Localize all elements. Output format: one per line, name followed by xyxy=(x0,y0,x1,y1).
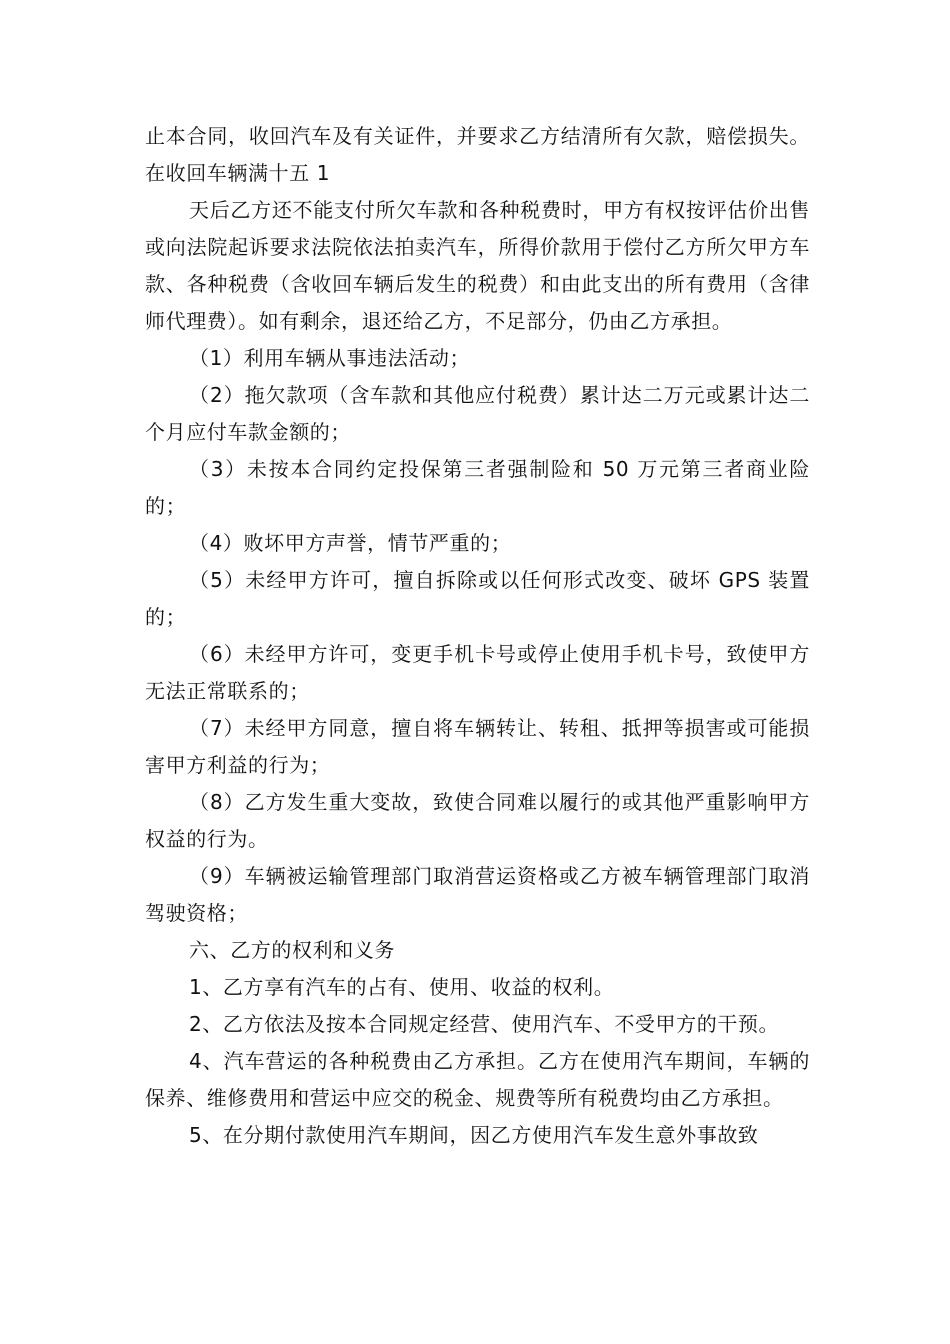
list-item-5: （5）未经甲方许可，擅自拆除或以任何形式改变、破坏 GPS 装置的； xyxy=(145,568,810,629)
section-heading-6: 六、乙方的权利和义务 xyxy=(189,938,395,962)
list-item-3: （3）未按本合同约定投保第三者强制险和 50 万元第三者商业险的； xyxy=(145,457,810,518)
paragraph-2: 天后乙方还不能支付所欠车款和各种税费时，甲方有权按评估价出售或向法院起诉要求法院依法拍卖汽车，所得价款用于偿付乙方所欠甲方车款、各种税费（含收回车辆后发生的税费）和由此支出的所有费用（含律师代理费）。如有剩余，退还给乙方，不足部分，仍由乙方承担。 xyxy=(145,198,810,333)
list-item-1: （1）利用车辆从事违法活动； xyxy=(189,346,471,370)
clause-1: 1、乙方享有汽车的占有、使用、收益的权利。 xyxy=(189,975,615,999)
list-item-2: （2）拖欠款项（含车款和其他应付税费）累计达二万元或累计达二个月应付车款金额的； xyxy=(145,383,810,444)
list-item-9: （9）车辆被运输管理部门取消营运资格或乙方被车辆管理部门取消驾驶资格； xyxy=(145,864,810,925)
list-item-8: （8）乙方发生重大变故，致使合同难以履行的或其他严重影响甲方权益的行为。 xyxy=(145,790,810,851)
list-item-6: （6）未经甲方许可，变更手机卡号或停止使用手机卡号，致使甲方无法正常联系的； xyxy=(145,642,810,703)
clause-2: 2、乙方依法及按本合同规定经营、使用汽车、不受甲方的干预。 xyxy=(189,1012,780,1036)
list-item-7: （7）未经甲方同意，擅自将车辆转让、转租、抵押等损害或可能损害甲方利益的行为； xyxy=(145,716,810,777)
paragraph-1: 止本合同，收回汽车及有关证件，并要求乙方结清所有欠款，赔偿损失。在收回车辆满十五 1 xyxy=(145,124,810,185)
document-body xyxy=(145,118,810,1154)
clause-4: 4、汽车营运的各种税费由乙方承担。乙方在使用汽车期间，车辆的保养、维修费用和营运中应交的税金、规费等所有税费均由乙方承担。 xyxy=(145,1049,810,1110)
list-item-4: （4）败坏甲方声誉，情节严重的； xyxy=(189,531,512,555)
clause-5: 5、在分期付款使用汽车期间，因乙方使用汽车发生意外事故致 xyxy=(189,1123,759,1147)
